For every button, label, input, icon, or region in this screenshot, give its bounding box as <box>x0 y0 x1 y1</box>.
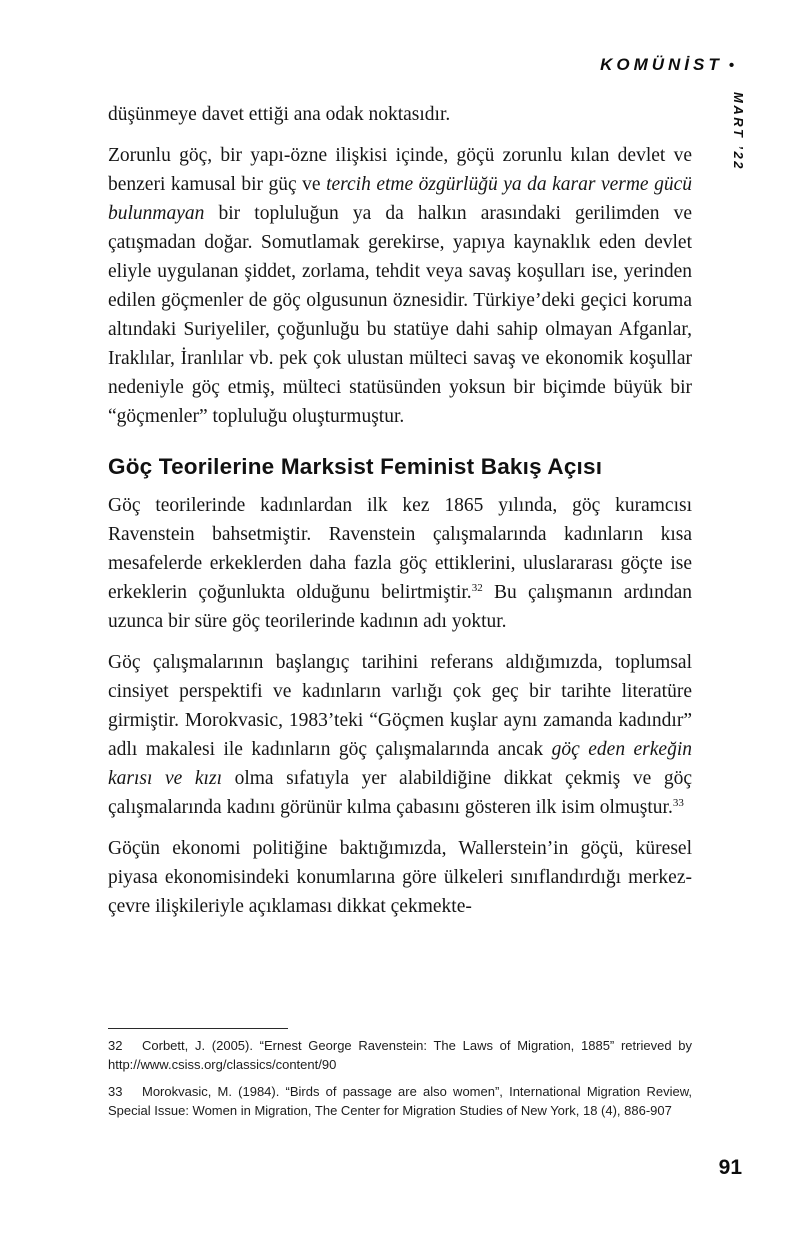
footnote-33 <box>108 1083 692 1120</box>
footnote-number: 32 <box>108 1038 123 1053</box>
paragraph-ravenstein <box>108 491 692 636</box>
footnote-number: 33 <box>108 1084 123 1099</box>
footnote-text: Corbett, J. (2005). “Ernest George Ravenstein: The Laws of Migration, 1885” retrieved by http://www.csiss.org/classics/content/90 <box>108 1038 692 1072</box>
paragraph-forced-migration <box>108 141 692 431</box>
paragraph-wallerstein <box>108 834 692 921</box>
footnote-text: Morokvasic, M. (1984). “Birds of passage are also women”, International Migration Review, Special Issue: Women in Migration, The Center for Migration Studies of New York, 18 (4), 886-907 <box>108 1084 692 1118</box>
paragraph-morokvasic <box>108 648 692 822</box>
footnotes-section <box>108 1028 692 1129</box>
text-run: Zorunlu göç, bir yapı-özne ilişkisi içinde, göçü zorunlu kılan devlet ve benzeri kamusal bir güç ve <box>108 145 692 195</box>
text-run: Göçün ekonomi politiğine baktığımızda, Wallerstein’in göçü, küresel piyasa ekonomisindeki konumlarına göre ülkeleri sınıflandırdığı merkez-çevre ilişkileriyle açıklaması dikkat çekmekte- <box>108 838 692 917</box>
text-run: Göç teorilerinde kadınlardan ilk kez 1865 yılında, göç kuramcısı Ravenstein bahsetmiştir. Ravenstein çalışmalarında kadınların kısa mesafelerde erkeklerden daha fazla göç ettiklerini, uluslararası göçte ise erkeklerin çoğunlukta olduğunu belirtmiştir. <box>108 495 692 603</box>
issue-date: MART ’22 <box>731 92 746 171</box>
masthead <box>600 55 734 75</box>
footnote-32 <box>108 1037 692 1074</box>
footnote-ref-33: 33 <box>672 797 684 809</box>
article-body <box>108 100 692 933</box>
text-run: bir topluluğun ya da halkın arasındaki gerilimden ve çatışmadan doğar. Somutlamak gerekirse, yapıya kaynaklık eden devlet eliyle uygulanan şiddet, zorlama, tehdit veya savaş koşulları ise, yerinden edilen göçmenler de göç olgusunun öznesidir. Türkiye’deki geçici koruma altındaki Suriyeliler, çoğunluğu bu statüye dahi sahip olmayan Afganlar, Iraklılar, İranlılar vb. pek çok ulustan mülteci savaş ve ekonomik koşullar nedeniyle göç etmiş, mülteci statüsünden yoksun bir biçimde büyük bir “göçmenler” topluluğu oluşturmuştur. <box>108 203 692 427</box>
paragraph-intro <box>108 100 692 129</box>
masthead-bullet: • <box>728 57 734 74</box>
italic-text-run: göç eden erkeğin karısı ve kızı <box>108 739 692 789</box>
magazine-title: KOMÜNİST <box>600 55 723 74</box>
section-heading: Göç Teorilerine Marksist Feminist Bakış Açısı <box>108 454 603 479</box>
footnote-ref-32: 32 <box>471 582 483 594</box>
footnote-divider <box>108 1028 288 1029</box>
text-run: olma sıfatıyla yer alabildiğine dikkat çekmiş ve göç çalışmalarında kadını görünür kılma çabasını gösteren ilk isim olmuştur. <box>108 768 693 818</box>
italic-text-run: tercih etme özgürlüğü ya da karar verme gücü bulunmayan <box>108 174 692 224</box>
page-number: 91 <box>718 1156 742 1179</box>
text-run: Bu çalışmanın ardından uzunca bir süre göç teorilerinde kadının adı yoktur. <box>108 582 693 632</box>
text-run: Göç çalışmalarının başlangıç tarihini referans aldığımızda, toplumsal cinsiyet perspektifi ve kadınların varlığı çok geç bir tarihte literatüre girmiştir. Morokvasic, 1983’teki “Göçmen kuşlar aynı zamanda kadındır” adlı makalesi ile kadınların göç çalışmalarında ancak <box>108 652 692 760</box>
text-run: düşünmeye davet ettiği ana odak noktasıdır. <box>108 104 451 125</box>
